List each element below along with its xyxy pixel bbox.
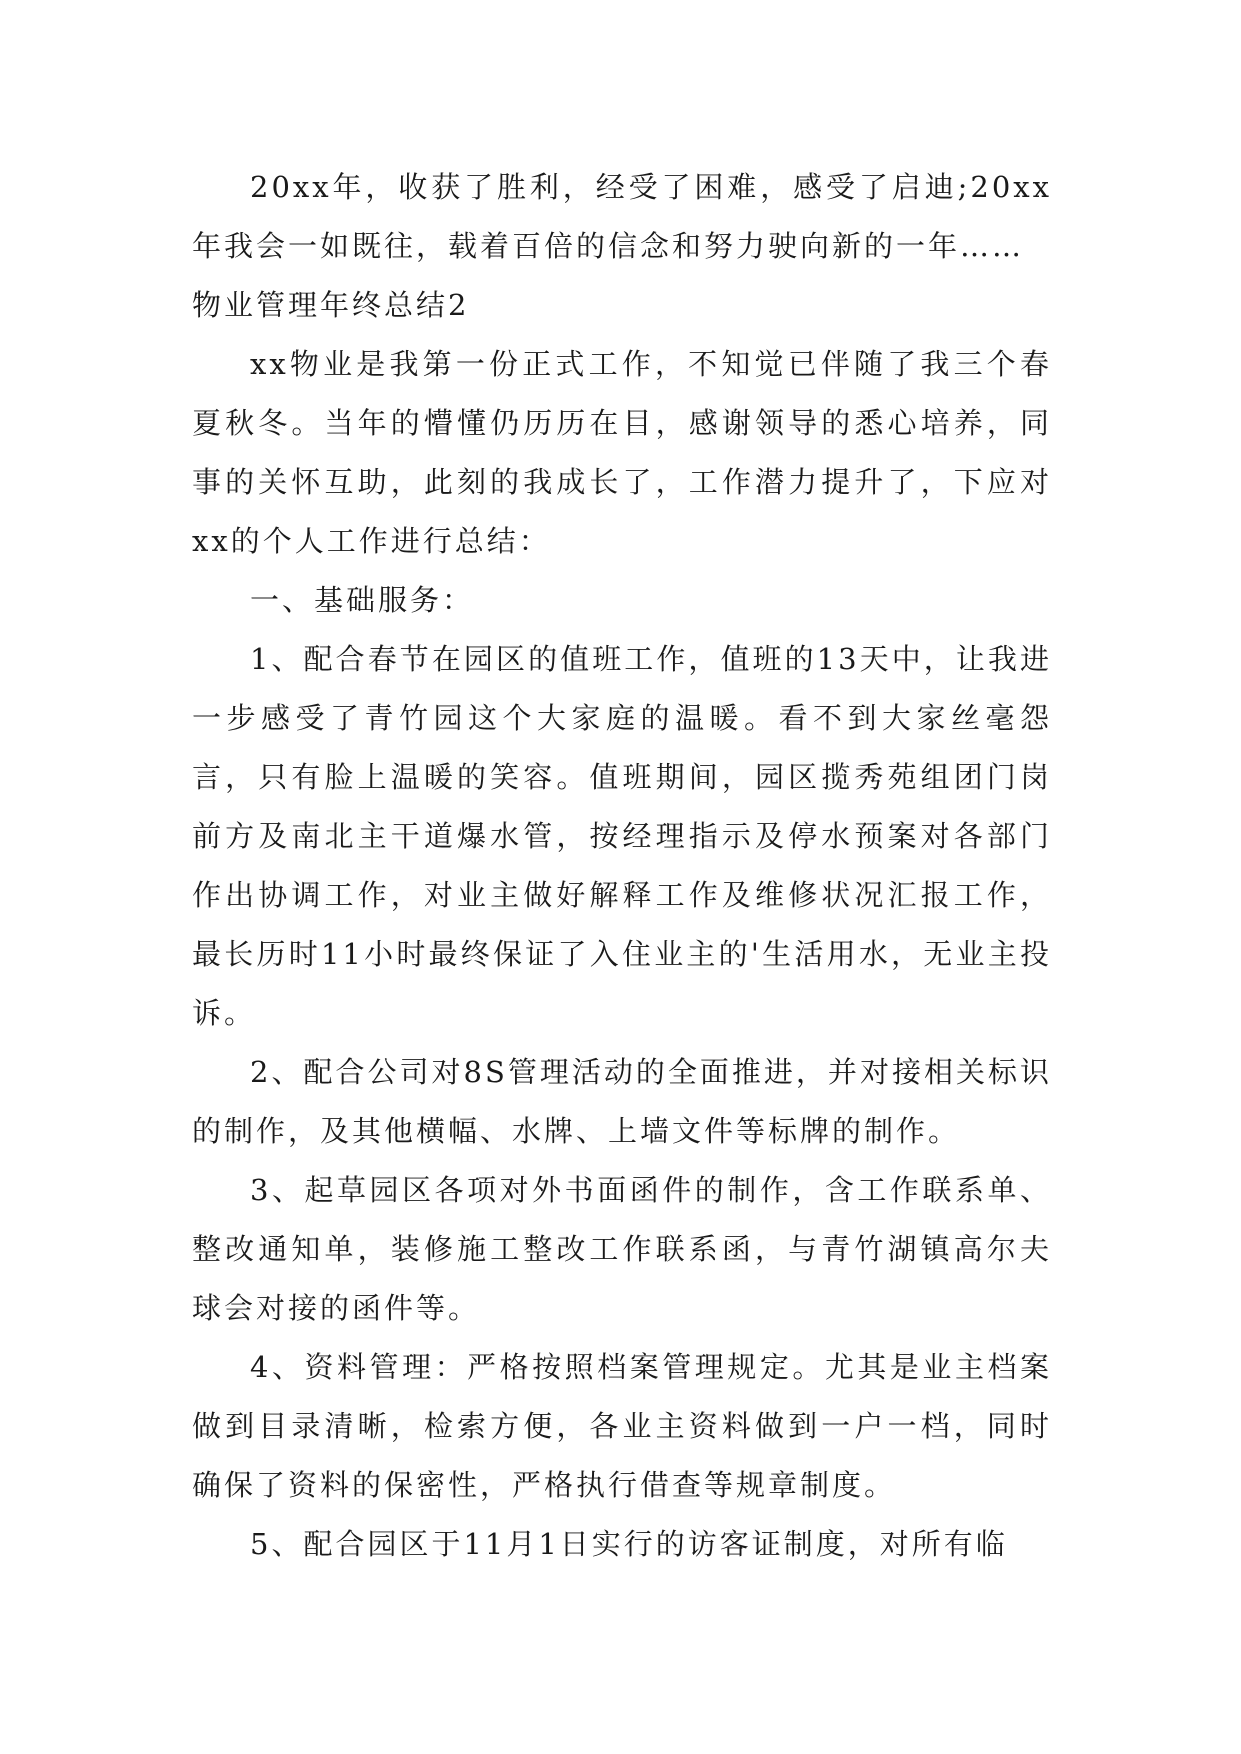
list-item-1: 1、配合春节在园区的值班工作，值班的13天中，让我进一步感受了青竹园这个大家庭的温暖。看不到大家丝毫怨言，只有脸上温暖的笑容。值班期间，园区揽秀苑组团门岗前方及南北主干道爆水管，按经理指示及停水预案对各部门作出协调工作，对业主做好解释工作及维修状况汇报工作，最长历时11小时最终保证了入住业主的'生活用水，无业主投诉。 xyxy=(192,642,1052,1030)
list-item-2: 2、配合公司对8S管理活动的全面推进，并对接相关标识的制作，及其他横幅、水牌、上墙文件等标牌的制作。 xyxy=(192,1055,1052,1148)
list-item-3: 3、起草园区各项对外书面函件的制作，含工作联系单、整改通知单，装修施工整改工作联系函，与青竹湖镇高尔夫球会对接的函件等。 xyxy=(192,1173,1052,1325)
list-item-4: 4、资料管理：严格按照档案管理规定。尤其是业主档案做到目录清晰，检索方便，各业主资料做到一户一档，同时确保了资料的保密性，严格执行借查等规章制度。 xyxy=(192,1350,1052,1502)
paragraph-closing-20xx: 20xx年，收获了胜利，经受了困难，感受了启迪;20xx年我会一如既往，载着百倍的信念和努力驶向新的一年…… xyxy=(192,170,1052,263)
document-body xyxy=(192,158,1052,1574)
list-item-5: 5、配合园区于11月1日实行的访客证制度，对所有临 xyxy=(250,1527,1008,1561)
paragraph-intro: xx物业是我第一份正式工作，不知觉已伴随了我三个春夏秋冬。当年的懵懂仍历历在目，感谢领导的悉心培养，同事的关怀互助，此刻的我成长了，工作潜力提升了，下应对xx的个人工作进行总结： xyxy=(192,347,1052,558)
section-heading-basic-services: 一、基础服务： xyxy=(250,583,475,617)
section-title: 物业管理年终总结2 xyxy=(192,288,470,322)
